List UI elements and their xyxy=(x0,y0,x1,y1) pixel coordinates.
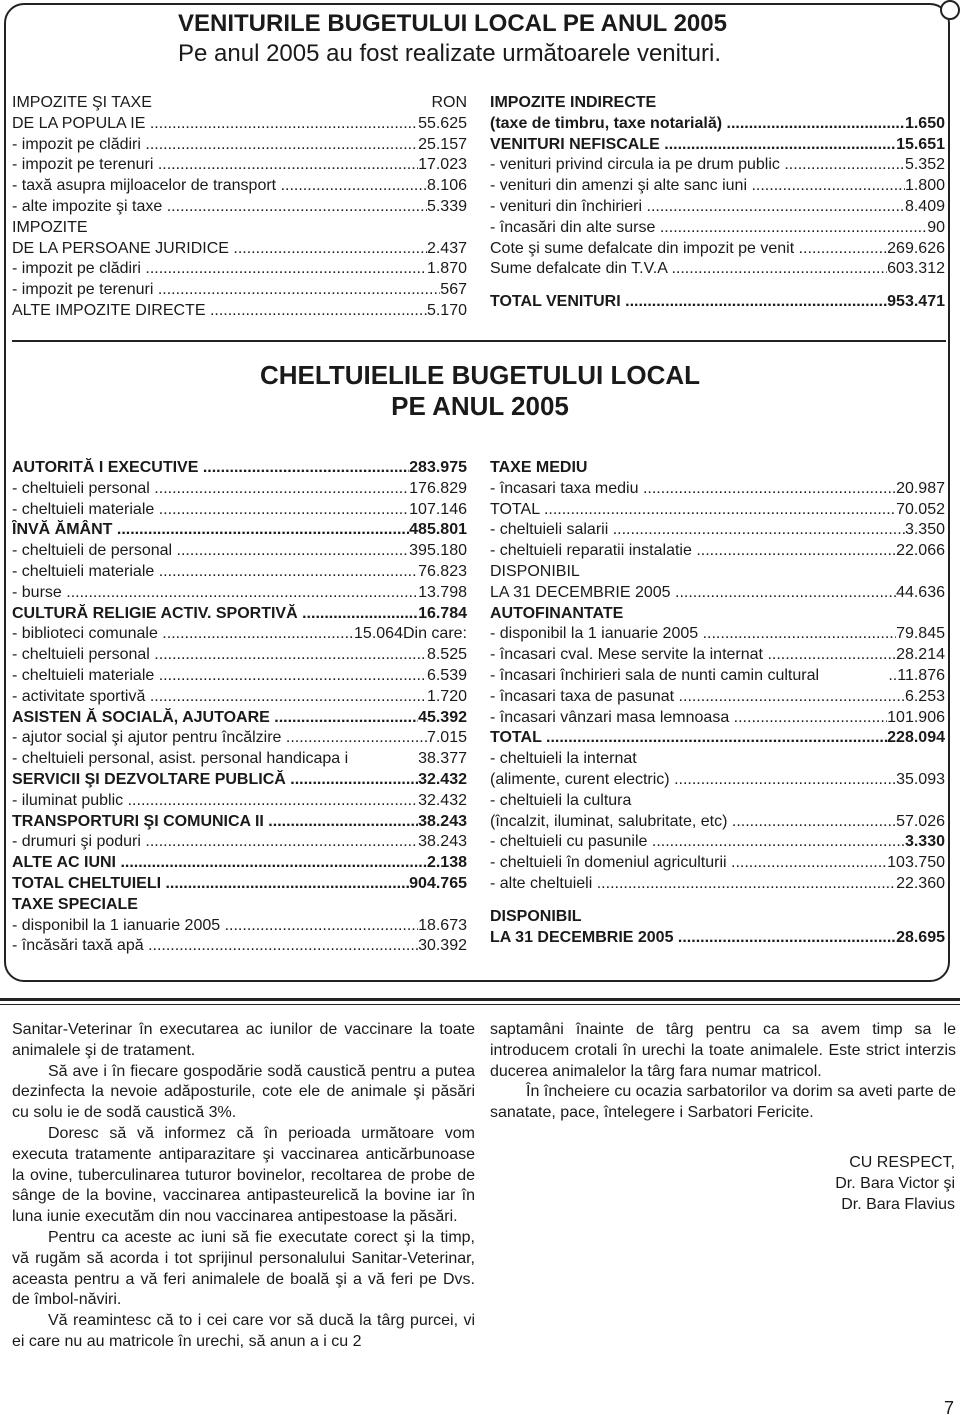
ledger-label: - încasări din alte surse ..... xyxy=(490,218,927,239)
ledger-label: DISPONIBIL xyxy=(490,907,582,925)
ledger-value: 953.471 xyxy=(887,293,945,311)
ledger-label: TRANSPORTURI ŞI COMUNICA II ..... xyxy=(12,812,418,833)
ledger-value: 45.392 xyxy=(418,708,467,726)
ledger-value: 904.765 xyxy=(409,874,467,892)
ledger-label: ALTE AC IUNI ..... xyxy=(12,853,427,874)
ledger-label: (alimente, curent electric) ..... xyxy=(490,770,896,791)
ledger-label: TOTAL CHELTUIELI ..... xyxy=(12,874,409,895)
ledger-row xyxy=(12,479,467,500)
ledger-value: 1.800 xyxy=(904,177,945,195)
ledger-row xyxy=(12,874,467,895)
ledger-value: 5.352 xyxy=(904,156,945,174)
ledger-value: 2.437 xyxy=(426,239,467,257)
ledger-label: - burse ..... xyxy=(12,583,418,604)
ledger-value: 17.023 xyxy=(418,156,467,174)
ledger-row xyxy=(490,728,945,749)
ledger-label: IMPOZITE ŞI TAXE xyxy=(12,94,152,111)
ledger-value: 90 xyxy=(927,218,945,236)
ledger-row xyxy=(12,916,467,937)
ledger-value: 3.330 xyxy=(904,833,945,851)
ledger-label: IMPOZITE xyxy=(12,218,88,236)
ledger-value: 20.987 xyxy=(896,479,945,497)
signature-line: Dr. Bara Flavius xyxy=(841,1196,955,1213)
ledger-value: 15.651 xyxy=(896,135,945,153)
signature-block xyxy=(835,1152,955,1215)
ledger-row xyxy=(12,936,467,957)
ledger-row xyxy=(12,197,467,218)
ledger-label: - drumuri şi poduri ..... xyxy=(12,832,418,853)
ledger-row xyxy=(490,259,945,280)
ledger-value: 13.798 xyxy=(418,583,467,601)
ledger-label: - biblioteci comunale ..... xyxy=(12,624,354,645)
ledger-value: RON xyxy=(431,94,467,111)
article-paragraph: saptamâni înainte de târg pentru ca sa avem timp sa le introducem crotali în urechi la toate animalele. Este strict interzis ducerea animalelor la târg fara numar matricol. xyxy=(490,1021,956,1080)
ledger-row xyxy=(12,280,467,301)
ledger-label: (încalzit, iluminat, salubritate, etc) ..... xyxy=(490,812,896,833)
ledger-value: 28.695 xyxy=(896,928,945,946)
ledger-value: 38.243 xyxy=(418,812,467,830)
ledger-row xyxy=(490,907,945,928)
ledger-row xyxy=(12,583,467,604)
ledger-label: Sume defalcate din T.V.A ..... xyxy=(490,259,887,280)
ledger-label: - cheltuieli de personal ..... xyxy=(12,541,409,562)
ledger-row xyxy=(490,812,945,833)
ledger-row xyxy=(490,520,945,541)
ledger-row xyxy=(490,708,945,729)
ledger-label: - încasari taxa mediu ..... xyxy=(490,479,896,500)
ledger-value: 35.093 xyxy=(896,770,945,788)
ledger-label: - disponibil la 1 ianuarie 2005 ..... xyxy=(490,624,896,645)
article-paragraph: Sanitar-Veterinar în executarea ac iunilor de vaccinare la toate animalele şi de tratament. xyxy=(12,1021,475,1059)
ledger-label: Cote şi sume defalcate din impozit pe venit ..... xyxy=(490,239,887,260)
ledger-row xyxy=(490,604,945,625)
ledger-value: 395.180 xyxy=(409,542,467,560)
ledger-value: 485.801 xyxy=(409,521,467,539)
ledger-row xyxy=(12,604,467,625)
ledger-row xyxy=(490,292,945,313)
ledger-value: 57.026 xyxy=(896,812,945,830)
ledger-row xyxy=(12,239,467,260)
ledger-row xyxy=(12,135,467,156)
ledger-value: 5.170 xyxy=(426,301,467,319)
corner-mark xyxy=(940,0,960,20)
ledger-row xyxy=(12,624,467,645)
ledger-row xyxy=(490,93,945,114)
expenses-left-column xyxy=(12,458,467,957)
ledger-row xyxy=(12,832,467,853)
ledger-row xyxy=(12,520,467,541)
ledger-value: 32.432 xyxy=(418,791,467,809)
ledger-label: - cheltuieli personal, asist. personal handicapa i xyxy=(12,750,349,768)
ledger-value: 8.409 xyxy=(904,197,945,215)
ledger-value: 44.636 xyxy=(896,583,945,601)
ledger-row xyxy=(12,812,467,833)
ledger-value: 107.146 xyxy=(409,500,467,518)
ledger-value: 32.432 xyxy=(418,770,467,788)
ledger-row xyxy=(490,479,945,500)
ledger-value: 22.360 xyxy=(896,874,945,892)
ledger-label: - cheltuieli cu pasunile ..... xyxy=(490,832,905,853)
ledger-value: 6.539 xyxy=(426,666,467,684)
ledger-label: CULTURĂ RELIGIE ACTIV. SPORTIVĂ ..... xyxy=(12,604,418,625)
ledger-row xyxy=(12,791,467,812)
article-top-rule xyxy=(0,998,960,1001)
ledger-label: ALTE IMPOZITE DIRECTE ..... xyxy=(12,301,427,322)
ledger-label: - ajutor social şi ajutor pentru încălzire ..... xyxy=(12,728,427,749)
ledger-value: 1.720 xyxy=(426,687,467,705)
ledger-row xyxy=(12,770,467,791)
ledger-label: SERVICII ŞI DEZVOLTARE PUBLICĂ ..... xyxy=(12,770,418,791)
ledger-label: DISPONIBIL xyxy=(490,562,580,580)
ledger-row xyxy=(490,666,945,687)
ledger-label: DE LA POPULA IE ..... xyxy=(12,114,418,135)
ledger-label: - cheltuieli salarii ..... xyxy=(490,520,905,541)
ledger-value: 15.064Din care: xyxy=(354,625,467,643)
ledger-label: (taxe de timbru, taxe notarială) ..... xyxy=(490,114,905,135)
ledger-value: 176.829 xyxy=(409,479,467,497)
ledger-label: VENITURI NEFISCALE ..... xyxy=(490,135,896,156)
ledger-value: 1.650 xyxy=(904,114,945,132)
ledger-value: 7.015 xyxy=(426,729,467,747)
ledger-row xyxy=(490,624,945,645)
ledger-value: 38.377 xyxy=(418,750,467,768)
ledger-row xyxy=(12,687,467,708)
ledger-label: TOTAL VENITURI ..... xyxy=(490,292,887,313)
ledger-value: 269.626 xyxy=(887,239,945,257)
ledger-row xyxy=(12,155,467,176)
ledger-row xyxy=(12,176,467,197)
signature-line: Dr. Bara Victor şi xyxy=(835,1175,955,1192)
ledger-value: 567 xyxy=(440,281,467,299)
ledger-label: - disponibil la 1 ianuarie 2005 ..... xyxy=(12,916,418,937)
ledger-label: - venituri din închirieri ..... xyxy=(490,197,905,218)
ledger-value: 1.870 xyxy=(426,260,467,278)
ledger-value: 8.106 xyxy=(426,177,467,195)
ledger-value: 16.784 xyxy=(418,604,467,622)
row-gap xyxy=(490,280,945,292)
ledger-value: 3.350 xyxy=(904,521,945,539)
ledger-row xyxy=(490,874,945,895)
ledger-row xyxy=(490,155,945,176)
ledger-label: - venituri din amenzi şi alte sanc iuni ..... xyxy=(490,176,905,197)
ledger-label: - cheltuieli reparatii instalatie ..... xyxy=(490,541,896,562)
ledger-label: DE LA PERSOANE JURIDICE ..... xyxy=(12,239,427,260)
ledger-label: - cheltuieli personal ..... xyxy=(12,645,427,666)
ledger-row xyxy=(490,239,945,260)
ledger-row xyxy=(12,895,467,916)
ledger-value: ..11.876 xyxy=(888,666,945,684)
ledger-row xyxy=(490,197,945,218)
ledger-row xyxy=(490,687,945,708)
page-number: 7 xyxy=(943,1398,954,1418)
ledger-row xyxy=(490,583,945,604)
expenses-title-line1: CHELTUIELILE BUGETULUI LOCAL xyxy=(259,360,701,390)
revenue-title: VENITURILE BUGETULUI LOCAL PE ANUL 2005 xyxy=(178,10,727,37)
ledger-value: 28.214 xyxy=(896,646,945,664)
ledger-label: - cheltuieli personal ..... xyxy=(12,479,409,500)
ledger-row xyxy=(490,176,945,197)
ledger-value: 101.906 xyxy=(887,708,945,726)
revenue-subtitle: Pe anul 2005 au fost realizate următoarele venituri. xyxy=(178,40,721,67)
ledger-label: TAXE MEDIU xyxy=(490,459,588,476)
ledger-label: - încasari cval. Mese servite la internat ..... xyxy=(490,645,896,666)
ledger-row xyxy=(490,458,945,479)
article-paragraph: În încheiere cu ocazia sarbatorilor va dorim sa aveti parte de sanatate, pace, întelegere i Sarbatori Fericite. xyxy=(490,1083,956,1122)
row-gap xyxy=(490,895,945,907)
ledger-row xyxy=(490,853,945,874)
ledger-label: ÎNVĂ ĂMÂNT ..... xyxy=(12,520,409,541)
ledger-row xyxy=(490,541,945,562)
ledger-value: 18.673 xyxy=(418,916,467,934)
expenses-right-column xyxy=(490,458,945,948)
ledger-value: 22.066 xyxy=(896,542,945,560)
ledger-label: IMPOZITE INDIRECTE xyxy=(490,94,657,111)
ledger-value: 6.253 xyxy=(904,687,945,705)
ledger-label: - cheltuieli în domeniul agriculturii ..... xyxy=(490,853,887,874)
ledger-label: LA 31 DECEMBRIE 2005 ..... xyxy=(490,928,896,949)
expenses-title-line2: PE ANUL 2005 xyxy=(391,391,569,421)
ledger-row xyxy=(490,928,945,949)
article-paragraph: Să ave i în fiecare gospodărie sodă caustică pentru a putea dezinfecta la nevoie adăposturile, cote ele de animale şi păsări cu solu ie de sodă caustică 3%. xyxy=(12,1062,475,1122)
ledger-label: - taxă asupra mijloacelor de transport ..... xyxy=(12,176,427,197)
ledger-row xyxy=(12,645,467,666)
ledger-label: AUTOFINANTATE xyxy=(490,604,624,622)
ledger-label: LA 31 DECEMBRIE 2005 ..... xyxy=(490,583,896,604)
ledger-value: 25.157 xyxy=(418,135,467,153)
ledger-label: - alte cheltuieli ..... xyxy=(490,874,896,895)
ledger-row xyxy=(12,749,467,770)
ledger-row xyxy=(12,500,467,521)
revenues-left-column xyxy=(12,93,467,322)
ledger-label: - impozit pe terenuri ..... xyxy=(12,155,418,176)
ledger-label: - cheltuieli materiale ..... xyxy=(12,562,418,583)
ledger-label: - alte impozite şi taxe ..... xyxy=(12,197,427,218)
ledger-value: 76.823 xyxy=(418,562,467,580)
ledger-row xyxy=(490,218,945,239)
ledger-label: - venituri privind circula ia pe drum public ..... xyxy=(490,155,905,176)
ledger-label: - impozit pe terenuri ..... xyxy=(12,280,440,301)
ledger-row xyxy=(490,645,945,666)
ledger-value: 228.094 xyxy=(887,729,945,747)
ledger-value: 2.138 xyxy=(426,854,467,872)
ledger-label: - impozit pe clădiri ..... xyxy=(12,135,418,156)
article-second-rule xyxy=(0,1004,960,1005)
ledger-label: TOTAL ..... xyxy=(490,500,896,521)
article-paragraph: Vă reamintesc că to i cei care vor să ducă la târg purcei, vi ei care nu au matricole în urechi, să anun a i cu 2 xyxy=(12,1312,475,1350)
ledger-label: ASISTEN Ă SOCIALĂ, AJUTOARE ..... xyxy=(12,708,418,729)
ledger-row xyxy=(12,562,467,583)
article-paragraph: Doresc să vă informez că în perioada următoare vom executa tratamente antiparazitare şi vaccinarea anticărbunoase la ovine, tuberculinarea tuturor bovinelor, recoltarea de probe de sânge de la bovine, vaccinarea antipasteurelică la bovine iar în luna iunie executăm din nou vaccinarea antipestoase la păsări. xyxy=(12,1124,475,1226)
ledger-row xyxy=(12,458,467,479)
ledger-value: 79.845 xyxy=(896,625,945,643)
ledger-value: 70.052 xyxy=(896,500,945,518)
ledger-label: - încasari taxa de pasunat ..... xyxy=(490,687,905,708)
ledger-row xyxy=(490,500,945,521)
ledger-row xyxy=(12,259,467,280)
ledger-row xyxy=(12,541,467,562)
ledger-row xyxy=(12,853,467,874)
ledger-value: 603.312 xyxy=(887,260,945,278)
ledger-row xyxy=(490,562,945,583)
revenues-right-column xyxy=(490,93,945,313)
ledger-value: 30.392 xyxy=(418,937,467,955)
ledger-label: TOTAL ..... xyxy=(490,728,887,749)
ledger-row xyxy=(12,666,467,687)
ledger-row xyxy=(12,301,467,322)
article-paragraph: Pentru ca aceste ac iuni să fie executate corect şi la timp, vă rugăm să acorda i tot sprijinul personalului Sanitar-Veterinar, aceasta pentru a vă feri animalele de boală şi a vă feri pe Dvs. de îmbol-năviri. xyxy=(12,1228,475,1309)
signature-line: CU RESPECT, xyxy=(849,1154,955,1171)
ledger-label: - cheltuieli materiale ..... xyxy=(12,500,409,521)
ledger-value: 283.975 xyxy=(409,459,467,476)
ledger-row xyxy=(490,770,945,791)
ledger-label: - cheltuieli materiale ..... xyxy=(12,666,427,687)
ledger-row xyxy=(12,218,467,239)
ledger-label: - cheltuieli la cultura xyxy=(490,791,632,809)
ledger-label: - încasari vânzari masa lemnoasa ..... xyxy=(490,708,887,729)
ledger-row xyxy=(490,832,945,853)
article-right-column xyxy=(490,1020,956,1124)
ledger-value: 38.243 xyxy=(418,833,467,851)
ledger-value: 55.625 xyxy=(418,114,467,132)
ledger-row xyxy=(12,93,467,114)
ledger-row xyxy=(12,728,467,749)
ledger-row xyxy=(12,708,467,729)
ledger-row xyxy=(490,791,945,812)
ledger-row xyxy=(490,114,945,135)
ledger-value: 103.750 xyxy=(887,854,945,872)
ledger-row xyxy=(490,135,945,156)
ledger-value: 8.525 xyxy=(426,646,467,664)
article-left-column xyxy=(12,1020,475,1353)
ledger-label: - activitate sportivă ..... xyxy=(12,687,427,708)
ledger-label: - iluminat public ..... xyxy=(12,791,418,812)
ledger-row xyxy=(12,114,467,135)
section-divider xyxy=(12,340,946,342)
ledger-label: - cheltuieli la internat xyxy=(490,750,637,768)
ledger-label: TAXE SPECIALE xyxy=(12,895,138,913)
ledger-label: - încasari închirieri sala de nunti camin cultural xyxy=(490,666,820,684)
ledger-row xyxy=(490,749,945,770)
ledger-label: AUTORITĂ I EXECUTIVE ..... xyxy=(12,458,409,479)
ledger-label: - încăsări taxă apă ..... xyxy=(12,936,418,957)
ledger-label: - impozit pe clădiri ..... xyxy=(12,259,427,280)
ledger-value: 5.339 xyxy=(426,197,467,215)
